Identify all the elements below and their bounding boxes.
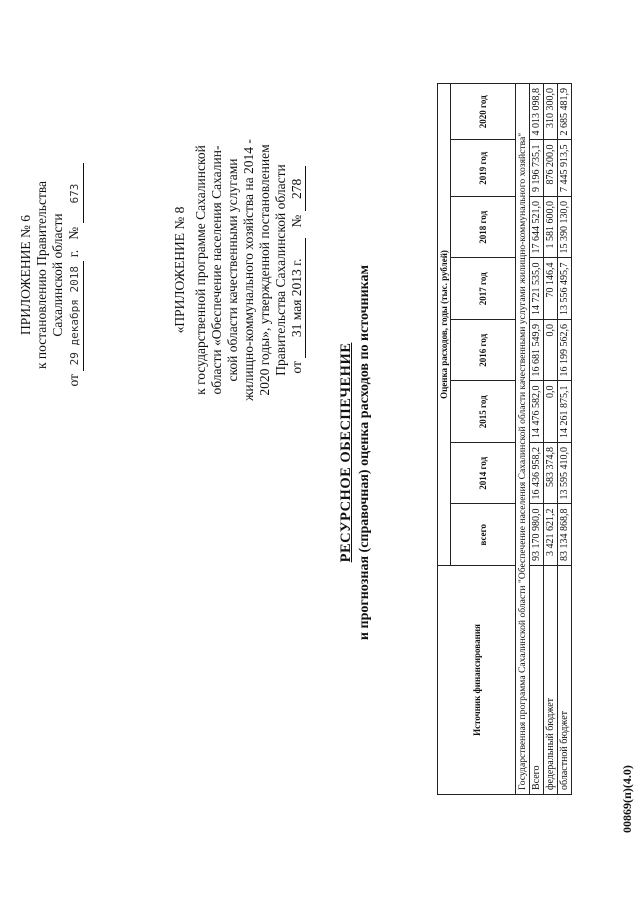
cell-value: 16 199 562,6 — [558, 320, 572, 382]
appendix-8-number: 278 — [289, 166, 306, 211]
cell-value: 14 721 535,0 — [530, 258, 544, 320]
cell-value: 13 595 410,0 — [558, 443, 572, 505]
program-row — [516, 84, 530, 795]
cell-value: 7 445 913,5 — [558, 140, 572, 197]
appendix-6-date-line — [66, 110, 84, 440]
estimate-header: Оценка расходов, годы (тыс. рублей) — [438, 84, 451, 566]
appendix-8-line: жилищно-коммунального хозяйства на 2014 - — [241, 139, 256, 401]
row-label: Всего — [530, 566, 544, 795]
cell-value: 13 556 495,7 — [558, 258, 572, 320]
cell-value: 93 170 980,0 — [530, 504, 544, 566]
cell-value: 17 644 521,0 — [530, 197, 544, 259]
appendix-8-line: ской области качественными услугами — [225, 158, 240, 382]
appendix-8-line: 2020 годы», утвержденной постановлением — [257, 144, 272, 396]
appendix-8-block — [172, 80, 306, 460]
column-header: 2018 год — [451, 197, 516, 259]
cell-value: 583 374,8 — [544, 443, 558, 505]
footer-code: 00869(п)(4.0) — [620, 765, 634, 833]
appendix-6-block — [18, 110, 84, 440]
column-header: 2015 год — [451, 381, 516, 443]
column-header: 2019 год — [451, 140, 516, 197]
table-row — [558, 84, 572, 795]
cell-value: 4 013 098,8 — [530, 84, 544, 141]
cell-value: 1 581 600,0 — [544, 197, 558, 259]
cell-value: 9 196 735,1 — [530, 140, 544, 197]
cell-value: 16 436 958,2 — [530, 443, 544, 505]
appendix-8-title: «ПРИЛОЖЕНИЕ № 8 — [172, 206, 187, 334]
cell-value: 876 200,0 — [544, 140, 558, 197]
cell-value: 0,0 — [544, 320, 558, 382]
appendix-6-from-label: от — [66, 374, 81, 387]
appendix-6-line2: Сахалинской области — [50, 213, 65, 337]
cell-value: 3 421 621,2 — [544, 504, 558, 566]
appendix-6-line1: к постановлению Правительства — [34, 180, 49, 370]
column-header: 2014 год — [451, 443, 516, 505]
cell-value: 310 300,0 — [544, 84, 558, 141]
document-subtitle: и прогнозная (справочная) оценка расходов по источникам — [357, 264, 372, 641]
column-header: 2016 год — [451, 320, 516, 382]
cell-value: 14 261 875,1 — [558, 381, 572, 443]
program-name: Государственная программа Сахалинской области "Обеспечение населения Сахалинской области качественными услугами жилищно-коммунального хозяйства" — [516, 84, 530, 795]
appendix-8-number-label: № — [289, 214, 304, 228]
appendix-8-date: 31 мая 2013 г. — [289, 238, 306, 358]
appendix-6-number-label: № — [66, 226, 81, 240]
appendix-6-title: ПРИЛОЖЕНИЕ № 6 — [18, 214, 33, 336]
column-header: 2020 год — [451, 84, 516, 141]
cell-value: 14 476 582,0 — [530, 381, 544, 443]
table-row — [530, 84, 544, 795]
cell-value: 2 685 481,9 — [558, 84, 572, 141]
appendix-8-line: Правительства Сахалинской области — [273, 164, 288, 376]
appendix-8-line: к государственной программе Сахалинской — [193, 145, 208, 395]
cell-value: 16 681 549,9 — [530, 320, 544, 382]
column-header: всего — [451, 504, 516, 566]
source-header: Источник финансирования — [438, 566, 516, 795]
appendix-8-line: области «Обеспечение населения Сахалин- — [209, 145, 224, 395]
appendix-6-year-suffix: г. — [66, 249, 81, 258]
cell-value: 0,0 — [544, 381, 558, 443]
row-label: федеральный бюджет — [544, 566, 558, 795]
appendix-8-from-label: от — [289, 361, 304, 374]
table-header-row — [438, 84, 451, 795]
cell-value: 83 134 868,8 — [558, 504, 572, 566]
table-row — [544, 84, 558, 795]
appendix-6-number: 673 — [67, 164, 84, 224]
cell-value: 70 146,4 — [544, 258, 558, 320]
appendix-8-date-line — [289, 80, 306, 460]
cell-value: 15 390 130,0 — [558, 197, 572, 259]
appendix-6-date: 29 декабря 2018 — [67, 261, 84, 371]
document-title: РЕСУРСНОЕ ОБЕСПЕЧЕНИЕ — [338, 342, 354, 563]
row-label: областной бюджет — [558, 566, 572, 795]
column-header: 2017 год — [451, 258, 516, 320]
funding-table — [437, 83, 572, 795]
document-title-block — [338, 0, 373, 905]
